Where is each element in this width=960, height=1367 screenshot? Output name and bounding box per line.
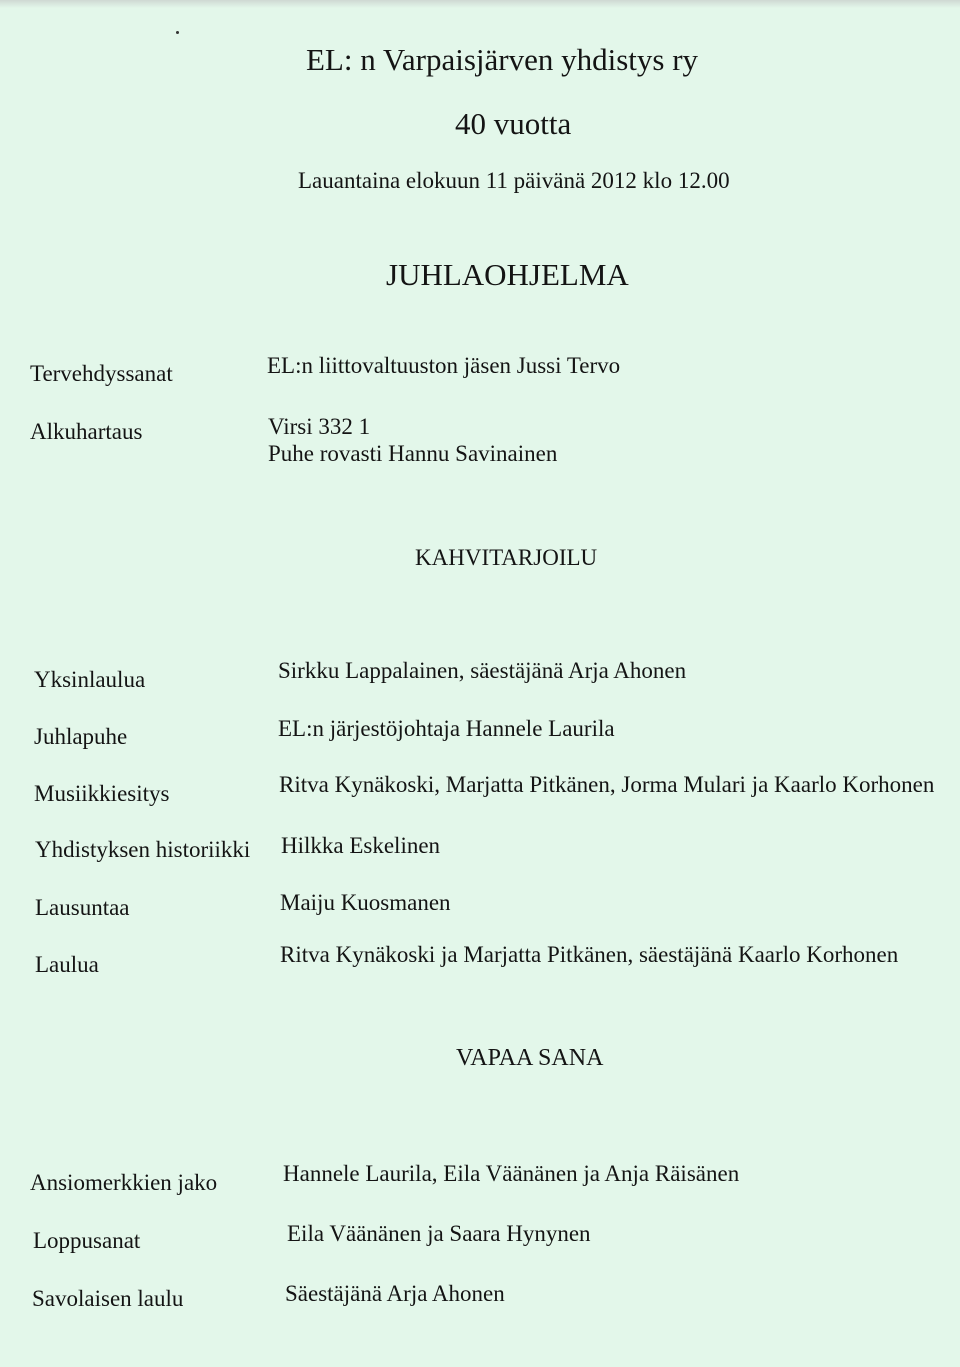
program-item-value [279, 771, 934, 798]
program-item-value [268, 413, 557, 467]
program-item-label: Alkuhartaus [30, 419, 143, 444]
program-heading: JUHLAOHJELMA [386, 257, 629, 292]
program-item-value [278, 715, 615, 742]
anniversary-heading: 40 vuotta [455, 106, 572, 141]
association-title: EL: n Varpaisjärven yhdistys ry [306, 42, 699, 77]
program-item-label: Tervehdyssanat [30, 361, 173, 386]
program-item-line: EL:n liittovaltuuston jäsen Jussi Tervo [267, 353, 621, 378]
program-item-line: Sirkku Lappalainen, säestäjänä Arja Ahonen [278, 658, 687, 683]
program-item-label: Ansiomerkkien jako [30, 1170, 218, 1195]
program-item-value [287, 1220, 591, 1247]
program-item-line: Säestäjänä Arja Ahonen [285, 1281, 505, 1306]
program-item-label: Yhdistyksen historiikki [35, 837, 251, 862]
program-item-label: Musiikkiesitys [34, 781, 170, 806]
program-item-line: Eila Väänänen ja Saara Hynynen [287, 1221, 591, 1246]
program-item-value [283, 1160, 739, 1187]
scan-top-edge [0, 0, 960, 8]
program-item-value [281, 832, 440, 859]
program-item-label: Juhlapuhe [34, 724, 128, 749]
program-item-line: Puhe rovasti Hannu Savinainen [268, 441, 558, 466]
program-item-value [285, 1280, 505, 1307]
program-item-value [278, 657, 686, 684]
program-item-line: Maiju Kuosmanen [280, 890, 451, 915]
program-item-label: Loppusanat [33, 1228, 141, 1253]
program-item-label: Laulua [35, 952, 99, 977]
coffee-heading: KAHVITARJOILU [415, 545, 598, 570]
free-word-heading: VAPAA SANA [456, 1045, 604, 1071]
scan-speck [176, 31, 179, 34]
program-item-line: Hannele Laurila, Eila Väänänen ja Anja Räisänen [283, 1161, 740, 1186]
program-item-value [280, 941, 898, 968]
program-item-label: Savolaisen laulu [32, 1286, 184, 1311]
program-item-line: Virsi 332 1 [268, 414, 371, 439]
program-item-line: EL:n järjestöjohtaja Hannele Laurila [278, 716, 615, 741]
program-item-line: Ritva Kynäkoski, Marjatta Pitkänen, Jorma Mulari ja Kaarlo Korhonen [279, 772, 935, 797]
program-item-label: Lausuntaa [35, 895, 130, 920]
program-item-line: Ritva Kynäkoski ja Marjatta Pitkänen, säestäjänä Kaarlo Korhonen [280, 942, 899, 967]
program-item-value [267, 352, 620, 379]
program-item-label: Yksinlaulua [34, 667, 146, 692]
event-date: Lauantaina elokuun 11 päivänä 2012 klo 12.00 [298, 168, 730, 193]
program-item-line: Hilkka Eskelinen [281, 833, 441, 858]
program-item-value [280, 889, 451, 916]
